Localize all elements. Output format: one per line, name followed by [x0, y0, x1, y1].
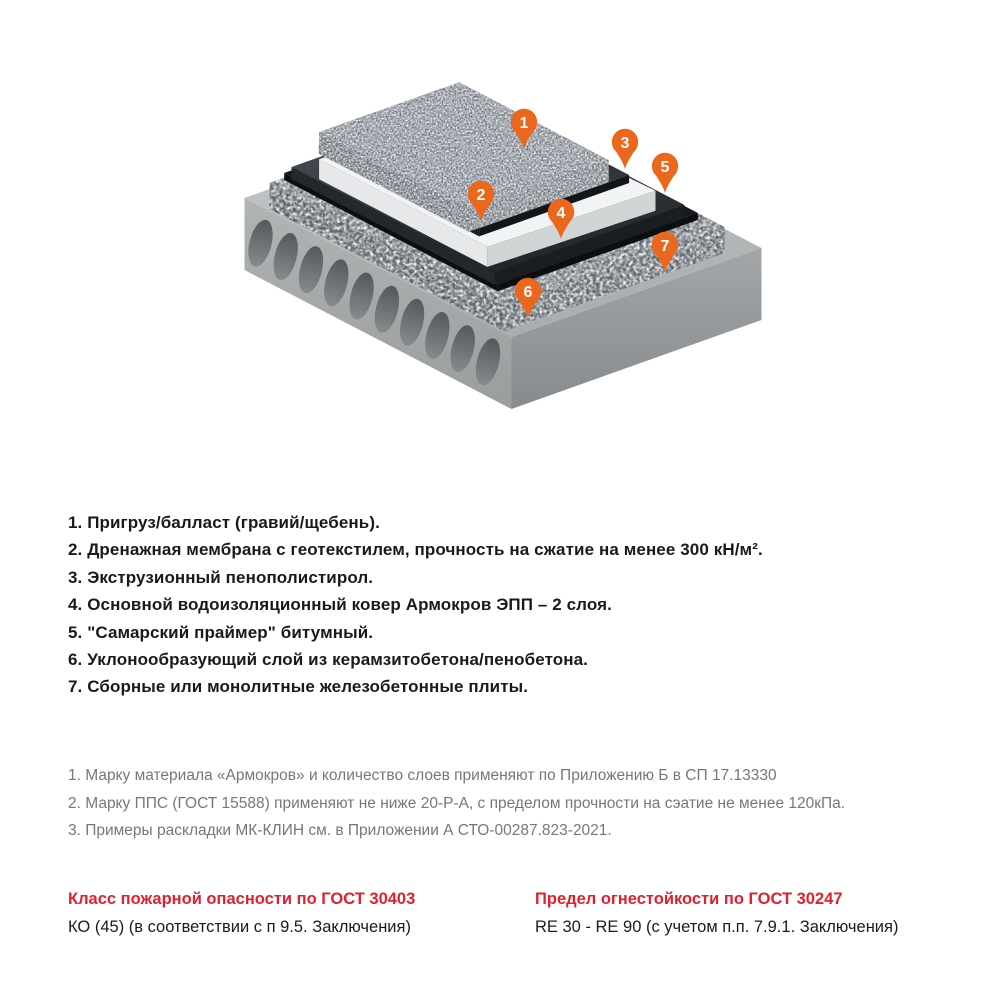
- pin-3-number: 3: [620, 135, 630, 152]
- pin-5-number: 5: [660, 159, 670, 176]
- legend-item-1: 1. Пригруз/балласт (гравий/щебень).: [68, 513, 380, 532]
- pin-2-number: 2: [476, 187, 486, 204]
- legend-item-2: 2. Дренажная мембрана с геотекстилем, прочность на сжатие на менее 300 кН/м².: [68, 540, 763, 560]
- fire-resistance-limit-value: RE 30 - RE 90 (с учетом п.п. 7.9.1. Заключения): [535, 918, 899, 936]
- footnote-1: 1. Марку материала «Армокров» и количество слоев применяют по Приложению Б в СП 17.13330: [68, 767, 777, 784]
- footnote-2: 2. Марку ППС (ГОСТ 15588) применяют не ниже 20-Р-А, с пределом прочности на сэатие не менее 120кПа.: [68, 794, 846, 812]
- fire-hazard-class-title: Класс пожарной опасности по ГОСТ 30403: [68, 890, 416, 908]
- pin-3: [612, 129, 638, 169]
- footnote-3: 3. Примеры раскладки МК-КЛИН см. в Приложении А СТО-00287.823-2021.: [68, 822, 612, 840]
- pin-7-number: 7: [660, 238, 670, 255]
- fire-hazard-class-value: КО (45) (в соответствии с п 9.5. Заключения): [68, 918, 411, 936]
- footnotes: [68, 762, 968, 845]
- roof-layers-diagram: [235, 55, 770, 425]
- legend-item-3: 3. Экструзионный пенополистирол.: [68, 567, 374, 587]
- pin-6-number: 6: [523, 284, 533, 301]
- fire-hazard-class: [68, 890, 415, 937]
- fire-resistance-limit-title: Предел огнестойкости по ГОСТ 30247: [535, 890, 843, 908]
- pin-4-number: 4: [556, 205, 566, 222]
- legend-item-7: 7. Сборные или монолитные железобетонные плиты.: [68, 677, 529, 697]
- pin-5: [652, 153, 678, 193]
- legend-item-4: 4. Основной водоизоляционный ковер Армокров ЭПП – 2 слоя.: [68, 595, 612, 615]
- legend-item-5: 5. "Самарский праймер" битумный.: [68, 622, 374, 642]
- legend-item-6: 6. Уклонообразующий слой из керамзитобетона/пенобетона.: [68, 650, 589, 670]
- fire-resistance-limit: [535, 890, 898, 937]
- pin-1-number: 1: [519, 115, 529, 132]
- spec-columns: [0, 890, 1000, 960]
- layer-legend: [68, 509, 968, 701]
